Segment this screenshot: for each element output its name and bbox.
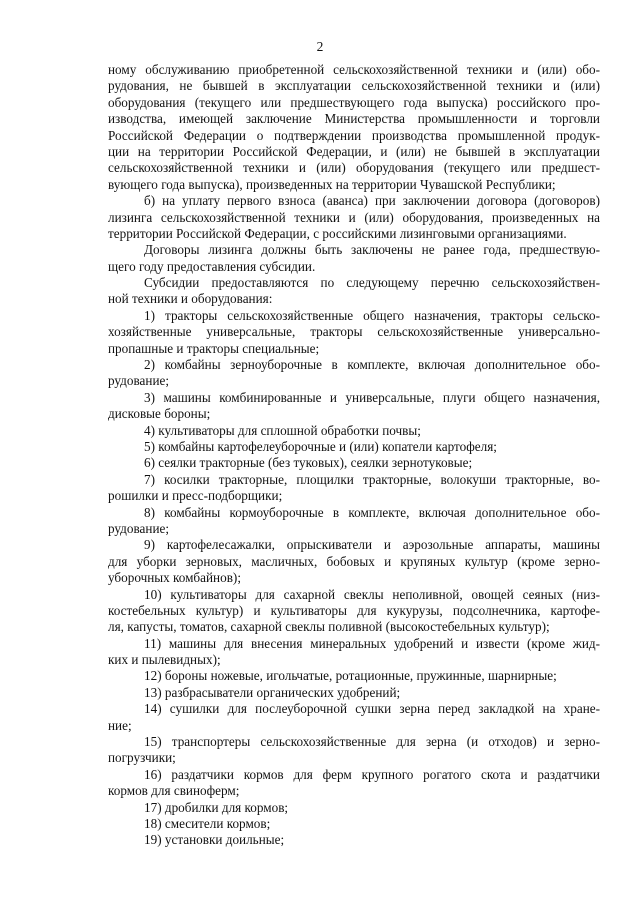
text-line: ких и пылевидных); bbox=[108, 652, 221, 668]
text-line: 18) смесители кормов; bbox=[144, 815, 271, 831]
text-line: для уборки зерновых, масличных, бобовых и крупяных культур (кроме зерно- bbox=[108, 553, 600, 569]
text-line: 8) комбайны кормоуборочные в комплекте, включая дополнительное обо- bbox=[144, 504, 600, 520]
text-line: территории Российской Федерации, с российскими лизинговыми организациями. bbox=[108, 225, 567, 241]
text-line: ной техники и оборудования: bbox=[108, 291, 273, 307]
text-line: 11) машины для внесения минеральных удобрений и извести (кроме жид- bbox=[144, 635, 600, 651]
text-line: ля, капусты, томатов, сахарной свеклы поливной (высокостебельных культур); bbox=[108, 619, 550, 635]
text-line: 4) культиваторы для сплошной обработки почвы; bbox=[144, 422, 421, 438]
text-line: пропашные и тракторы специальные; bbox=[108, 340, 320, 356]
text-line: рошилки и пресс-подборщики; bbox=[108, 488, 283, 504]
text-line: 6) сеялки тракторные (без туковых), сеялки зернотуковые; bbox=[144, 455, 473, 471]
text-line: ние; bbox=[108, 717, 132, 733]
text-line: лизинга сельскохозяйственной техники и (или) оборудования, произведенных на bbox=[108, 209, 600, 225]
text-line: 7) косилки тракторные, площилки тракторные, волокуши тракторные, во- bbox=[144, 471, 600, 487]
text-line: 3) машины комбинированные и универсальные, плуги общего назначения, bbox=[144, 389, 600, 405]
text-line: 19) установки доильные; bbox=[144, 832, 285, 848]
text-line: ному обслуживанию приобретенной сельскохозяйственной техники и (или) обо- bbox=[108, 62, 600, 77]
text-line: 2) комбайны зерноуборочные в комплекте, включая дополнительное обо- bbox=[144, 357, 600, 373]
text-line: щего году предоставления субсидии. bbox=[108, 258, 316, 274]
text-line: погрузчики; bbox=[108, 750, 176, 766]
text-line: Договоры лизинга должны быть заключены не ранее года, предшествую- bbox=[144, 242, 600, 258]
text-line: Российской Федерации о подтверждении производства промышленной продук- bbox=[108, 127, 600, 143]
text-line: хозяйственные универсальные, тракторы сельскохозяйственные универсально- bbox=[108, 324, 600, 340]
text-line: 17) дробилки для кормов; bbox=[144, 799, 289, 815]
text-line: рудование; bbox=[108, 373, 170, 389]
text-line: ции на территории Российской Федерации, и (или) не бывшей в эксплуатации bbox=[108, 143, 600, 159]
text-line: сельскохозяйственной техники и (или) оборудования (текущего или предшест- bbox=[108, 160, 600, 176]
body-text bbox=[108, 62, 600, 849]
text-line: 10) культиваторы для сахарной свеклы неполивной, овощей сеяных (низ- bbox=[144, 586, 600, 602]
text-line: Субсидии предоставляются по следующему перечню сельскохозяйствен- bbox=[144, 275, 600, 291]
text-line: вующего года выпуска), произведенных на территории Чувашской Республики; bbox=[108, 176, 556, 192]
text-line: изводства, имеющей заключение Министерства промышленности и торговли bbox=[108, 111, 600, 127]
text-line: рудование; bbox=[108, 520, 170, 536]
text-line: кормов для свиноферм; bbox=[108, 783, 240, 799]
text-line: уборочных комбайнов); bbox=[108, 570, 241, 586]
text-line: 15) транспортеры сельскохозяйственные для зерна (и отходов) и зерно- bbox=[144, 734, 600, 750]
text-line: 14) сушилки для послеуборочной сушки зерна перед закладкой на хране- bbox=[144, 701, 600, 717]
text-line: 1) тракторы сельскохозяйственные общего назначения, тракторы сельско- bbox=[144, 307, 600, 323]
text-line: 5) комбайны картофелеуборочные и (или) копатели картофеля; bbox=[144, 438, 497, 454]
text-line: дисковые бороны; bbox=[108, 406, 211, 422]
text-line: 16) раздатчики кормов для ферм крупного рогатого скота и раздатчики bbox=[144, 766, 600, 782]
text-line: 9) картофелесажалки, опрыскиватели и аэрозольные аппараты, машины bbox=[144, 537, 600, 553]
text-line: 12) бороны ножевые, игольчатые, ротационные, пружинные, шарнирные; bbox=[144, 668, 557, 684]
text-line: оборудования (текущего или предшествующего года выпуска) российского про- bbox=[108, 94, 600, 110]
text-line: рудования, не бывшей в эксплуатации сельскохозяйственной техники и (или) bbox=[108, 78, 600, 94]
text-line: б) на уплату первого взноса (аванса) при заключении договора (договоров) bbox=[144, 193, 600, 209]
text-line: костебельных культур) и культиваторы для кукурузы, подсолнечника, картофе- bbox=[108, 602, 600, 618]
text-line: 13) разбрасыватели органических удобрений; bbox=[144, 684, 401, 700]
page-number: 2 bbox=[316, 39, 324, 54]
